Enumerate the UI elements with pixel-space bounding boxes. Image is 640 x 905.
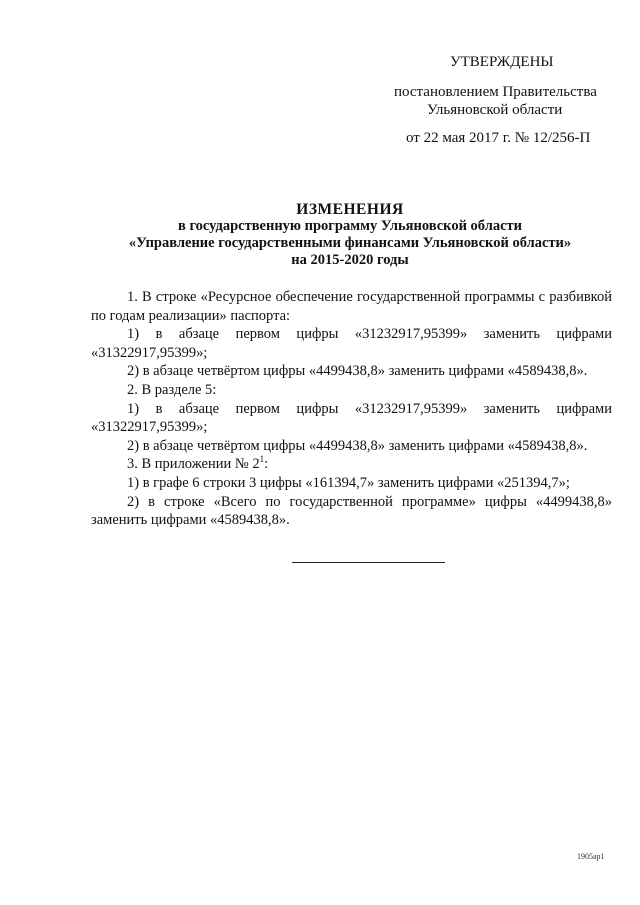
approval-title: УТВЕРЖДЕНЫ xyxy=(450,54,554,70)
item-3-superscript: 1 xyxy=(259,454,265,465)
item-3-prefix: 3. В приложении № 2 xyxy=(127,456,260,473)
item-1-sub-1: 1) в абзаце первом цифры «31232917,95399» заменить цифрами «31322917,95399»; xyxy=(91,326,612,361)
item-3 xyxy=(91,455,612,474)
footer-code: 1905ap1 xyxy=(577,852,605,861)
item-1: 1. В строке «Ресурсное обеспечение государственной программы с разбивкой по годам реализации» паспорта: xyxy=(91,289,612,324)
heading-line-2: «Управление государственными финансами Ульяновской области» xyxy=(128,235,572,251)
document-heading xyxy=(60,201,640,269)
approval-date-number: от 22 мая 2017 г. № 12/256-П xyxy=(406,130,591,146)
item-3-sub-1: 1) в графе 6 строки 3 цифры «161394,7» заменить цифрами «251394,7»; xyxy=(127,474,570,491)
item-2: 2. В разделе 5: xyxy=(127,381,217,398)
item-3-suffix: : xyxy=(264,456,269,473)
approval-issued-by: постановлением Правительства xyxy=(394,84,597,100)
heading-line-1: в государственную программу Ульяновской области xyxy=(177,218,522,234)
item-3-sub-2: 2) в строке «Всего по государственной программе» цифры «4499438,8» заменить цифрами «4589438,8». xyxy=(91,493,612,529)
heading-line-3: на 2015-2020 годы xyxy=(291,252,409,268)
item-2-sub-1: 1) в абзаце первом цифры «31232917,95399» заменить цифрами «31322917,95399»; xyxy=(91,400,612,436)
approval-region: Ульяновской области xyxy=(427,102,563,118)
item-1-sub-2: 2) в абзаце четвёртом цифры «4499438,8» заменить цифрами «4589438,8». xyxy=(127,363,588,380)
item-2-sub-2: 2) в абзаце четвёртом цифры «4499438,8» заменить цифрами «4589438,8». xyxy=(127,437,588,454)
heading-title: ИЗМЕНЕНИЯ xyxy=(296,201,404,218)
closing-divider xyxy=(292,562,445,563)
document-body xyxy=(91,288,612,530)
